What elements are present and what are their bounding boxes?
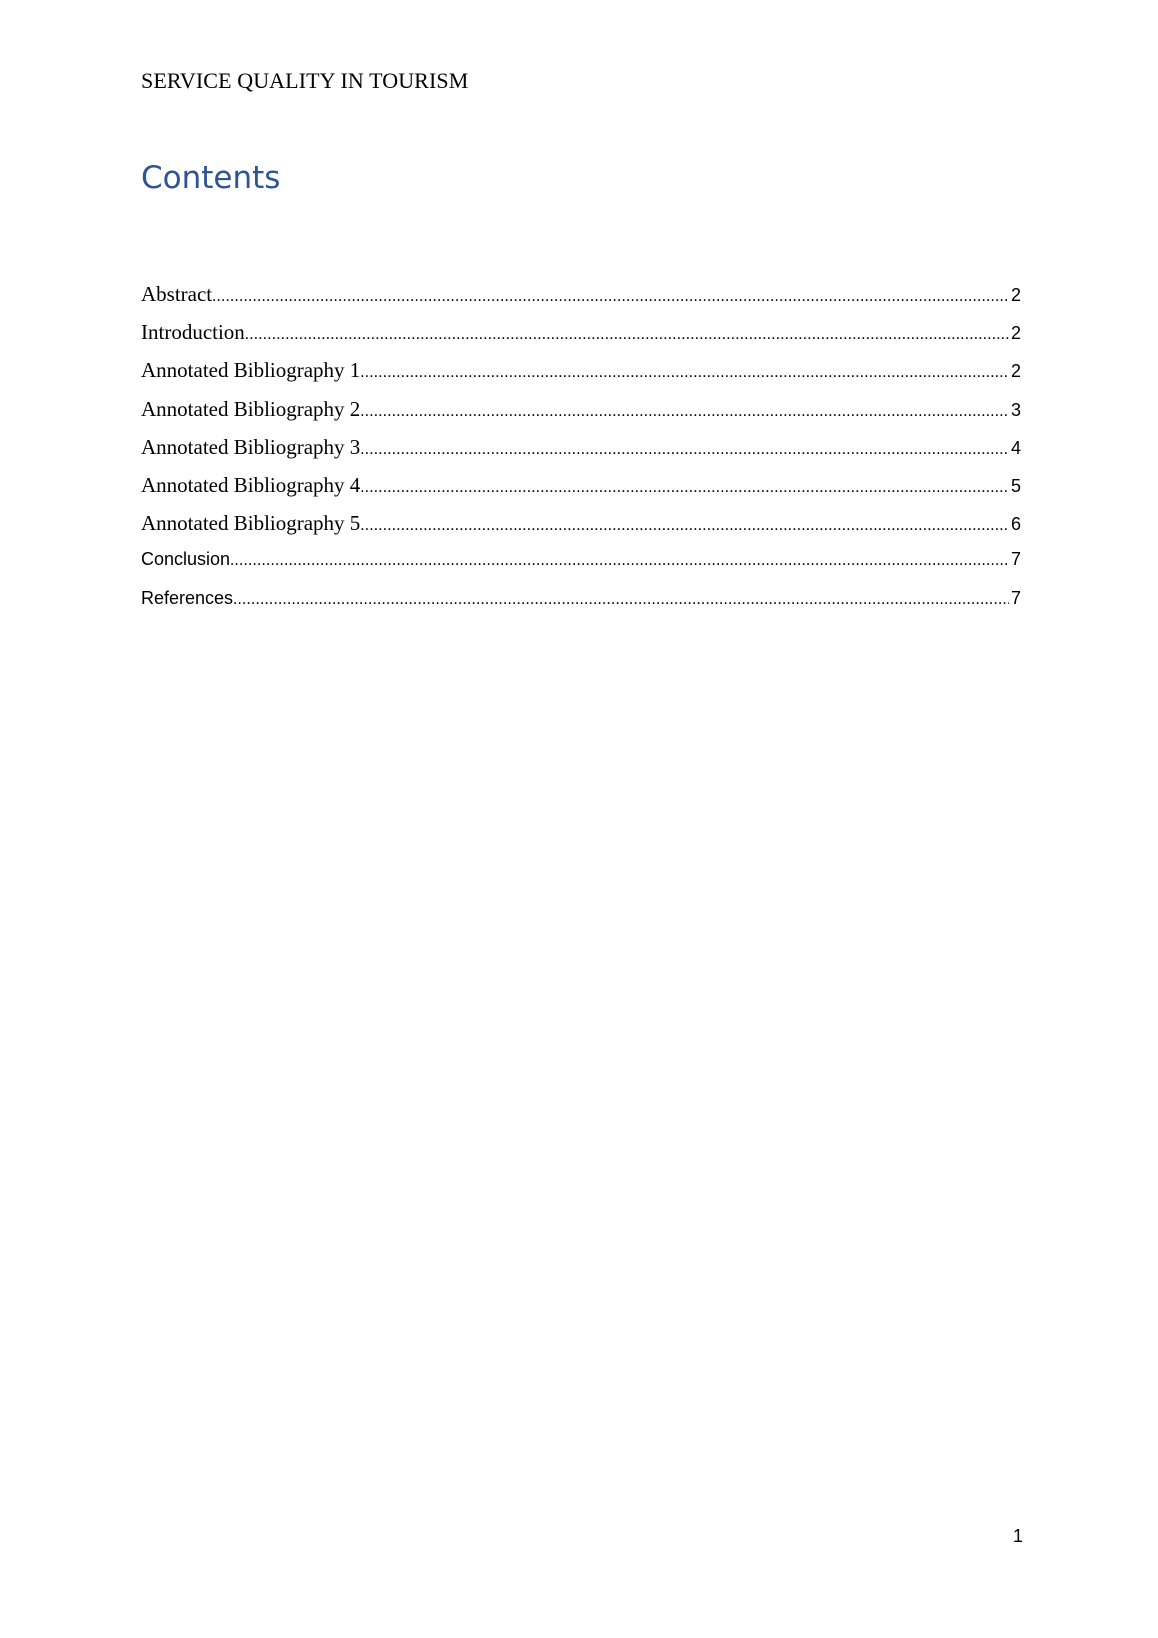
toc-dot-leader — [360, 441, 1009, 459]
toc-entry-label: Introduction — [141, 320, 245, 345]
toc-dot-leader — [212, 288, 1009, 306]
toc-entry-introduction[interactable] — [141, 320, 1021, 358]
toc-entry-label: Abstract — [141, 282, 213, 306]
toc-entry-page: 5 — [1010, 475, 1021, 496]
toc-entry-label: Annotated Bibliography 3 — [141, 434, 361, 459]
toc-entry-label: Annotated Bibliography 5 — [141, 511, 361, 536]
toc-entry-page: 7 — [1010, 549, 1021, 570]
toc-entry-page: 3 — [1010, 399, 1021, 420]
toc-entry-page: 2 — [1010, 285, 1021, 305]
toc-dot-leader — [360, 403, 1009, 421]
toc-heading: Contents — [141, 160, 281, 196]
toc-entry-label: References — [141, 587, 234, 608]
toc-entry-abstract[interactable] — [141, 282, 1021, 320]
toc-entry-conclusion[interactable] — [141, 549, 1021, 587]
toc-entry-annotated-bibliography-4[interactable] — [141, 473, 1021, 511]
toc-entry-label: Annotated Bibliography 1 — [141, 358, 361, 383]
toc-entry-annotated-bibliography-5[interactable] — [141, 511, 1021, 549]
toc-entry-references[interactable] — [141, 588, 1021, 626]
toc-dot-leader — [360, 517, 1009, 535]
toc-entry-label: Annotated Bibliography 2 — [141, 396, 361, 421]
toc-dot-leader — [230, 552, 1009, 570]
toc-entry-page: 2 — [1010, 361, 1021, 382]
toc-entry-page: 6 — [1010, 514, 1021, 535]
toc-entry-label: Annotated Bibliography 4 — [141, 472, 361, 497]
toc-entry-label: Conclusion — [141, 549, 231, 570]
running-header: SERVICE QUALITY IN TOURISM — [141, 68, 469, 93]
toc-entry-page: 2 — [1010, 323, 1021, 344]
toc-entry-annotated-bibliography-3[interactable] — [141, 435, 1021, 473]
table-of-contents — [141, 282, 1021, 626]
toc-entry-annotated-bibliography-2[interactable] — [141, 397, 1021, 435]
toc-dot-leader — [360, 364, 1009, 382]
toc-entry-page: 7 — [1010, 587, 1021, 608]
toc-dot-leader — [360, 479, 1009, 497]
toc-entry-annotated-bibliography-1[interactable] — [141, 358, 1021, 396]
toc-dot-leader — [245, 326, 1009, 344]
toc-entry-page: 4 — [1010, 437, 1021, 458]
toc-dot-leader — [233, 591, 1009, 609]
footer-page-number: 1 — [1012, 1526, 1023, 1546]
